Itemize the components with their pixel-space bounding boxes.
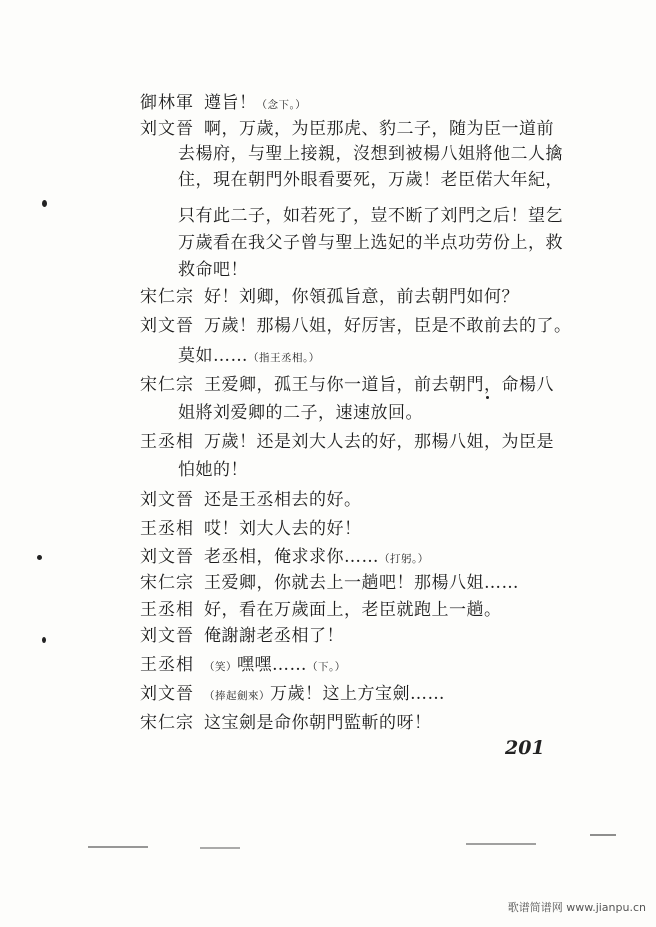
dialogue-continuation (178, 168, 563, 192)
dialogue-line (140, 624, 344, 648)
stage-direction: （下。） (307, 661, 346, 673)
speaker-name: 刘文晉 (140, 547, 194, 567)
stage-direction: （指王丞相。） (248, 352, 320, 364)
dialogue-text: 万歲！这上方宝劍…… (270, 684, 445, 704)
scan-speck (42, 200, 47, 207)
speaker-name: 刘文晉 (140, 626, 194, 646)
dialogue-line (140, 285, 519, 309)
dialogue-continuation (178, 231, 563, 255)
dialogue-continuation (178, 344, 320, 370)
speaker-name: 宋仁宗 (140, 375, 194, 395)
dialogue-continuation (178, 204, 563, 228)
stage-direction: （打躬。） (379, 553, 429, 565)
dialogue-line (140, 682, 445, 708)
dialogue-text: 这宝劍是命你朝門監斬的呀！ (204, 713, 432, 733)
stage-direction: （捧起劍來） (204, 690, 270, 702)
dialogue-line (140, 517, 362, 541)
speaker-name: 御林軍 (140, 93, 194, 113)
site-watermark: 歌谱简谱网 www.jianpu.cn (507, 901, 646, 914)
dialogue-continuation (178, 458, 248, 482)
dialogue-line (140, 314, 572, 338)
stage-direction: （念下。） (256, 99, 307, 111)
dialogue-text: 万歲！还是刘大人去的好，那楊八姐，为臣是 (204, 432, 554, 452)
dialogue-text: 去楊府，与聖上接親，沒想到被楊八姐將他二人擒 (178, 144, 563, 164)
speaker-name: 王丞相 (140, 432, 194, 452)
dialogue-text: 好！刘卿，你領孤旨意，前去朝門如何？ (204, 287, 519, 307)
dialogue-text: 住，現在朝門外眼看要死，万歲！老臣偌大年紀， (178, 170, 563, 190)
speaker-name: 刘文晉 (140, 684, 194, 704)
dialogue-text: 遵旨！ (204, 93, 257, 113)
scan-speck (37, 555, 42, 560)
dialogue-text: 万歲！那楊八姐，好厉害，臣是不敢前去的了。 (204, 316, 572, 336)
dialogue-line (140, 598, 502, 622)
speaker-name: 宋仁宗 (140, 573, 194, 593)
speaker-name: 王丞相 (140, 655, 194, 675)
dialogue-line (140, 711, 432, 735)
dialogue-text: 救命吧！ (178, 260, 248, 280)
scan-edge-mark (88, 846, 148, 848)
dialogue-text: 还是王丞相去的好。 (204, 490, 362, 510)
dialogue-text: 王爱卿，你就去上一趟吧！那楊八姐…… (204, 573, 519, 593)
scan-edge-mark (200, 847, 240, 849)
dialogue-continuation (178, 142, 563, 166)
speaker-name: 刘文晉 (140, 316, 194, 336)
speaker-name: 王丞相 (140, 600, 194, 620)
dialogue-line (140, 545, 429, 571)
dialogue-text: 王爱卿，孤王与你一道旨，前去朝門，命楊八 (204, 375, 554, 395)
dialogue-text: 好，看在万歲面上，老臣就跑上一趟。 (204, 600, 502, 620)
stage-direction: （笑） (204, 661, 237, 673)
dialogue-continuation (178, 258, 248, 282)
scan-speck (42, 637, 46, 643)
speaker-name: 刘文晉 (140, 490, 194, 510)
dialogue-text: 怕她的！ (178, 460, 248, 480)
scan-edge-mark (590, 834, 616, 836)
page-number: 201 (505, 737, 545, 759)
dialogue-text: 莫如…… (178, 346, 248, 366)
speaker-name: 刘文晉 (140, 119, 194, 139)
dialogue-line (140, 430, 554, 454)
dialogue-line (140, 571, 519, 595)
dialogue-text: 俺謝謝老丞相了！ (204, 626, 344, 646)
dialogue-line (140, 373, 554, 397)
dialogue-line (140, 488, 362, 512)
speaker-name: 王丞相 (140, 519, 194, 539)
dialogue-text: 只有此二子，如若死了，豈不断了刘門之后！望乞 (178, 206, 563, 226)
speaker-name: 宋仁宗 (140, 713, 194, 733)
dialogue-text: 啊，万歲，为臣那虎、豹二子，随为臣一道前 (204, 119, 554, 139)
scan-speck (486, 396, 489, 399)
dialogue-line (140, 91, 306, 117)
dialogue-text: 嘿嘿…… (237, 655, 307, 675)
dialogue-text: 姐將刘爱卿的二子，速速放回。 (178, 403, 423, 423)
dialogue-line (140, 117, 554, 141)
dialogue-text: 哎！刘大人去的好！ (204, 519, 362, 539)
dialogue-text: 老丞相，俺求求你…… (204, 547, 379, 567)
dialogue-text: 万歲看在我父子曾与聖上选妃的半点功劳份上，救 (178, 233, 563, 253)
dialogue-line (140, 653, 346, 679)
speaker-name: 宋仁宗 (140, 287, 194, 307)
dialogue-continuation (178, 401, 423, 425)
scan-edge-mark (466, 843, 536, 845)
